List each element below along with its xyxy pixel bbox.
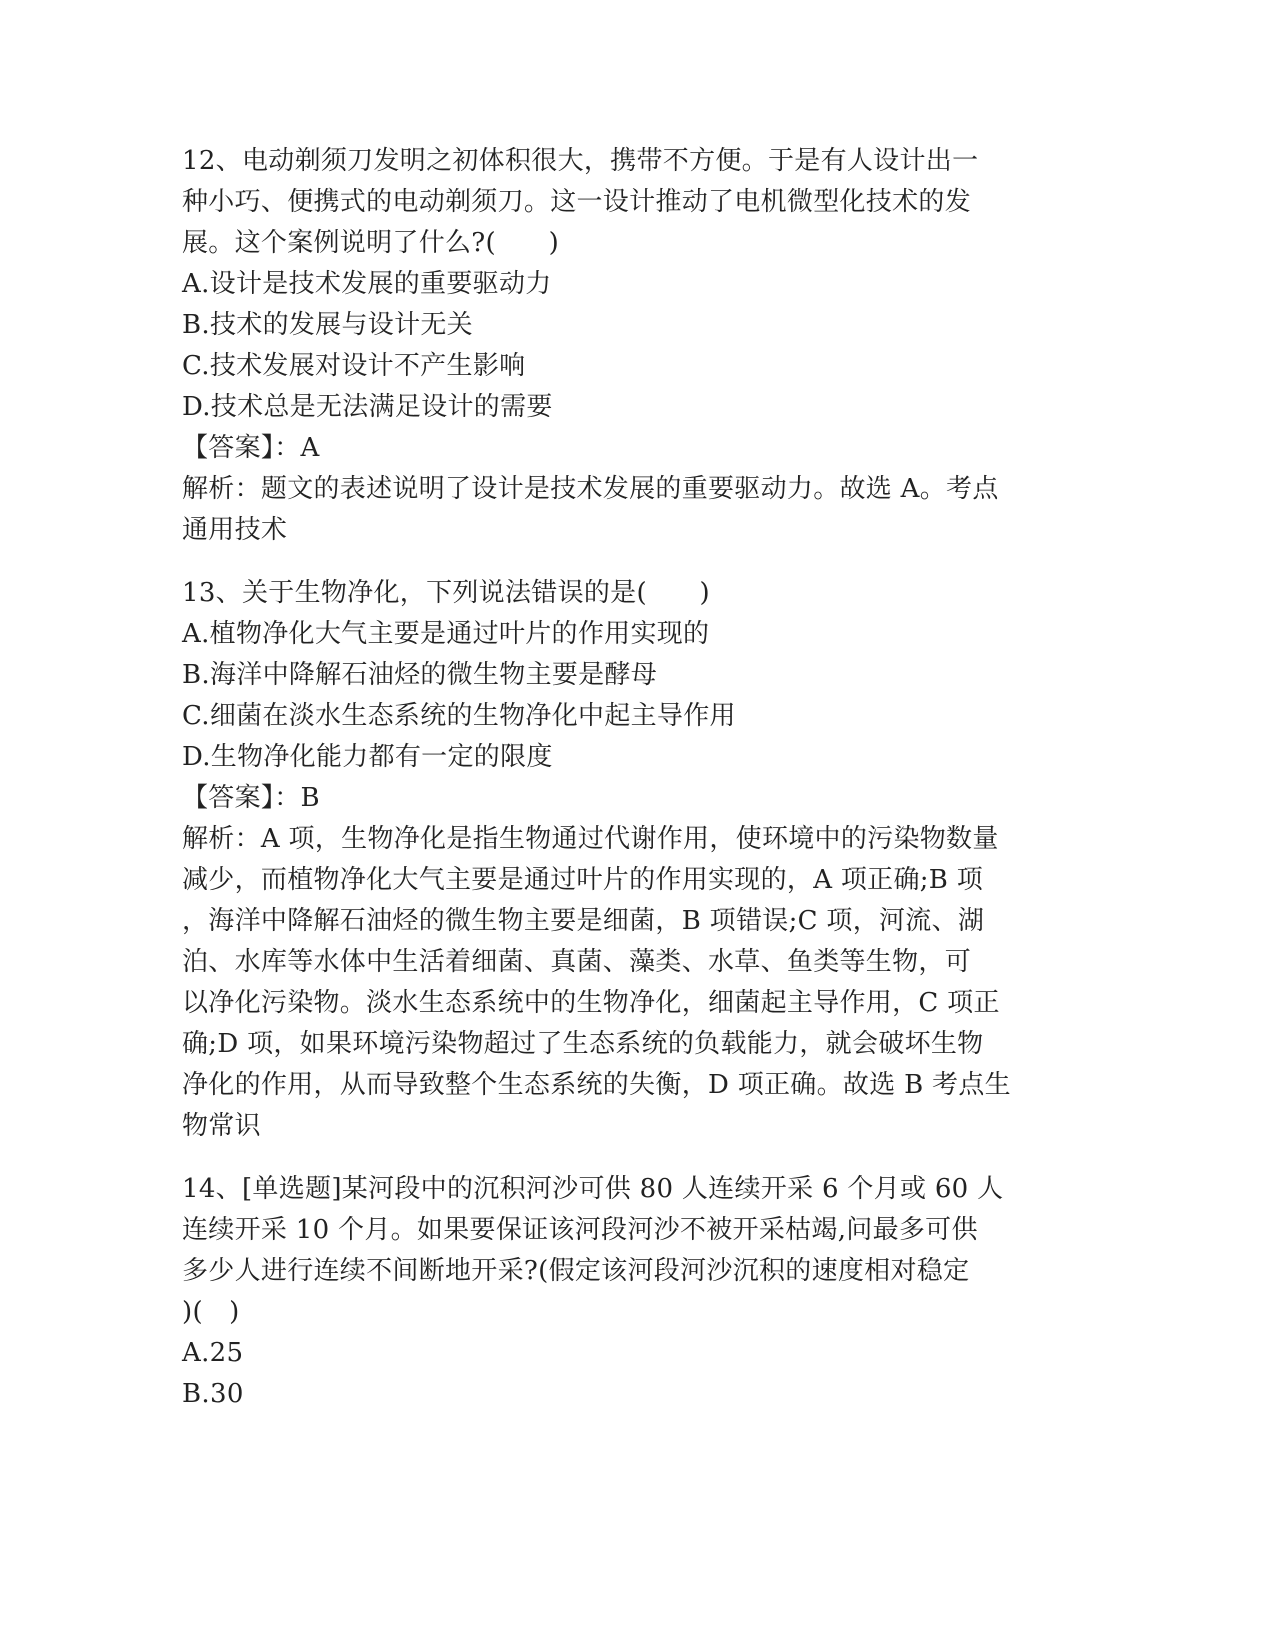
question-14-option-a: A.25 (182, 1338, 244, 1368)
question-13-stem-line-1: 13、关于生物净化，下列说法错误的是( ) (182, 578, 710, 608)
question-12-option-b: B.技术的发展与设计无关 (182, 310, 473, 340)
question-14-stem-line-4: )( ) (182, 1297, 240, 1327)
question-13-analysis-line-3: ，海洋中降解石油烃的微生物主要是细菌，B 项错误;C 项，河流、湖 (182, 906, 985, 936)
question-12-stem-line-2: 种小巧、便携式的电动剃须刀。这一设计推动了电机微型化技术的发 (182, 187, 972, 217)
question-13-analysis-line-8: 物常识 (182, 1111, 261, 1141)
question-12-analysis-line-1: 解析：题文的表述说明了设计是技术发展的重要驱动力。故选 A。考点 (182, 474, 999, 504)
question-13-analysis-line-1: 解析：A 项，生物净化是指生物通过代谢作用，使环境中的污染物数量 (182, 824, 999, 854)
question-14-stem-line-3: 多少人进行连续不间断地开采?(假定该河段河沙沉积的速度相对稳定 (182, 1256, 970, 1286)
question-13-analysis-line-6: 确;D 项，如果环境污染物超过了生态系统的负载能力，就会破坏生物 (182, 1029, 984, 1059)
question-12-option-c: C.技术发展对设计不产生影响 (182, 351, 526, 381)
question-13-analysis-line-2: 减少，而植物净化大气主要是通过叶片的作用实现的，A 项正确;B 项 (182, 865, 984, 895)
question-12-stem-line-3: 展。这个案例说明了什么?( ) (182, 228, 560, 258)
question-12-option-d: D.技术总是无法满足设计的需要 (182, 392, 553, 422)
question-12-option-a: A.设计是技术发展的重要驱动力 (182, 269, 552, 299)
question-13-answer: 【答案】：B (182, 783, 320, 813)
question-14-option-b: B.30 (182, 1379, 244, 1409)
question-12-stem-line-1: 12、电动剃须刀发明之初体积很大，携带不方便。于是有人设计出一 (182, 146, 979, 176)
question-14-stem-line-2: 连续开采 10 个月。如果要保证该河段河沙不被开采枯竭,问最多可供 (182, 1215, 978, 1245)
question-13-option-b: B.海洋中降解石油烃的微生物主要是酵母 (182, 660, 658, 690)
question-13-option-c: C.细菌在淡水生态系统的生物净化中起主导作用 (182, 701, 736, 731)
question-12-answer: 【答案】：A (182, 433, 320, 463)
question-13-option-d: D.生物净化能力都有一定的限度 (182, 742, 553, 772)
question-13-analysis-line-7: 净化的作用，从而导致整个生态系统的失衡，D 项正确。故选 B 考点生 (182, 1070, 1011, 1100)
question-13-analysis-line-4: 泊、水库等水体中生活着细菌、真菌、藻类、水草、鱼类等生物，可 (182, 947, 972, 977)
question-13-option-a: A.植物净化大气主要是通过叶片的作用实现的 (182, 619, 710, 649)
question-13-analysis-line-5: 以净化污染物。淡水生态系统中的生物净化，细菌起主导作用，C 项正 (182, 988, 1000, 1018)
question-12-analysis-line-2: 通用技术 (182, 515, 288, 545)
question-14-stem-line-1: 14、[单选题]某河段中的沉积河沙可供 80 人连续开采 6 个月或 60 人 (182, 1174, 1004, 1204)
